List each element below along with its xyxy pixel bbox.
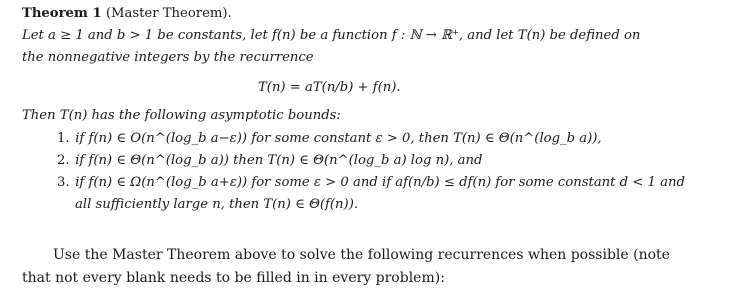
theorem-statement-line-2: the nonnegative integers by the recurrence <box>22 50 314 65</box>
case-2-number: 2. <box>57 153 70 168</box>
instruction-line-2: that not every blank needs to be filled in in every problem): <box>22 270 445 286</box>
case-1-number: 1. <box>57 131 70 146</box>
instruction-line-1: Use the Master Theorem above to solve the following recurrences when possible (note <box>53 247 670 263</box>
recurrence-equation: T(n) = aT(n/b) + f(n). <box>258 80 401 95</box>
theorem-name: (Master Theorem). <box>105 6 232 21</box>
theorem-heading <box>22 6 232 22</box>
theorem-statement-line-1: Let a ≥ 1 and b > 1 be constants, let f(n) be a function f : ℕ → ℝ⁺, and let T(n) be defined on <box>22 28 641 43</box>
case-2-text: if f(n) ∈ Θ(n^(log_b a)) then T(n) ∈ Θ(n^(log_b a) log n), and <box>75 153 483 168</box>
case-1-text: if f(n) ∈ O(n^(log_b a−ε)) for some constant ε > 0, then T(n) ∈ Θ(n^(log_b a)), <box>75 131 602 146</box>
case-3-text-line-2: all sufficiently large n, then T(n) ∈ Θ(f(n)). <box>75 197 359 212</box>
case-2 <box>57 153 482 169</box>
theorem-title: Theorem 1 <box>22 6 102 21</box>
bounds-intro: Then T(n) has the following asymptotic bounds: <box>22 108 341 123</box>
case-3 <box>57 175 685 191</box>
case-1 <box>57 131 602 147</box>
case-3-number: 3. <box>57 175 70 190</box>
case-3-text-line-1: if f(n) ∈ Ω(n^(log_b a+ε)) for some ε > 0 and if af(n/b) ≤ df(n) for some constant d < 1 and <box>75 175 685 190</box>
